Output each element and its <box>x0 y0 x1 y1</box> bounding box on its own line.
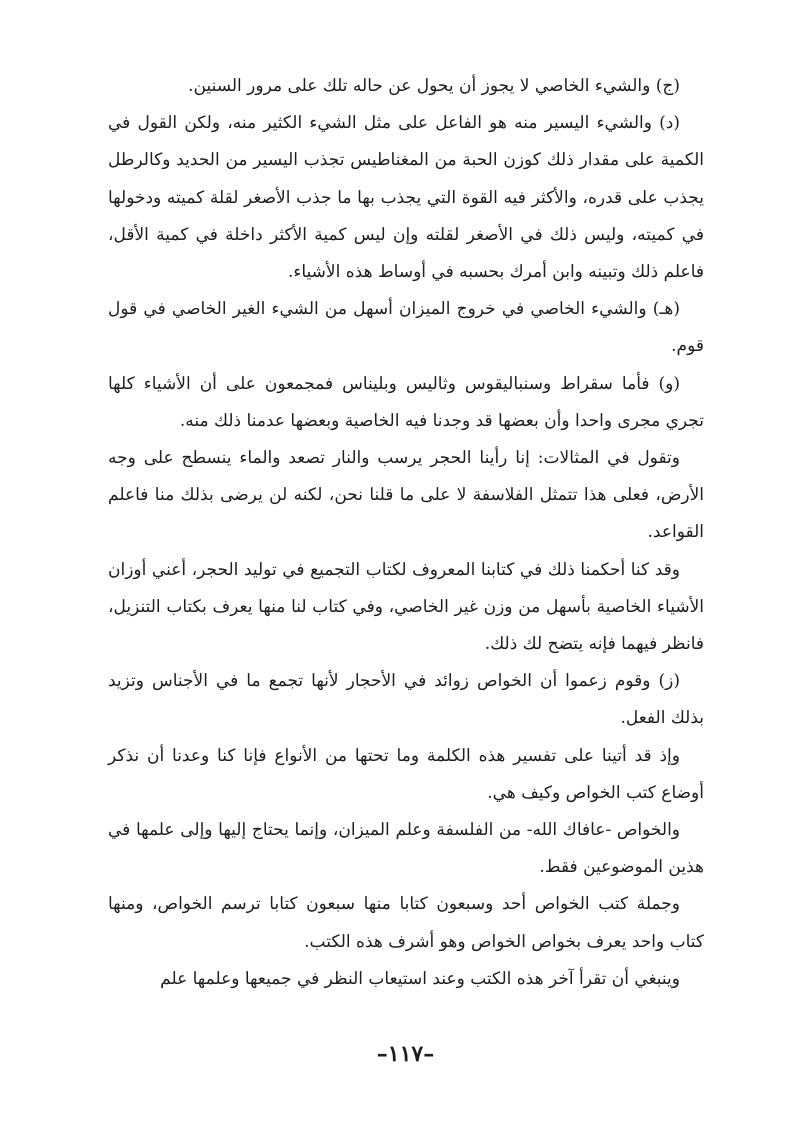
paragraph-zay: (ز) وقوم زعموا أن الخواص زوائد في الأحجار لأنها تجمع ما في الأجناس وتزيد بذلك الفعل. <box>108 671 704 729</box>
paragraph-properties: والخواص -عافاك الله- من الفلسفة وعلم الميزان، وإنما يحتاج إليها وإلى علمها في هذين الموضوعين فقط. <box>108 820 704 878</box>
paragraph-examples: وتقول في المثالات: إنا رأينا الحجر يرسب والنار تصعد والماء ينسطح على وجه الأرض، فعلى هذا تتمثل الفلاسفة لا على ما قلنا نحن، لكنه لن يرضى بذلك منا فاعلم القواعد. <box>108 448 704 543</box>
paragraph-reading-order: وينبغي أن تقرأ آخر هذه الكتب وعند استيعاب النظر في جميعها وعلمها علم <box>160 968 680 989</box>
page-number: –١١٧– <box>376 1041 435 1067</box>
paragraph-book-count: وجملة كتب الخواص أحد وسبعون كتابا منها سبعون كتابا ترسم الخواص، ومنها كتاب واحد يعرف بخواص الخواص وهو أشرف هذه الكتب. <box>108 894 704 952</box>
paragraph-waw: (و) فأما سقراط وسنباليقوس وثاليس وبليناس فمجمعون على أن الأشياء كلها تجري مجرى واحدا وأن بعضها قد وجدنا فيه الخاصية وبعضها عدمنا ذلك منه. <box>108 373 704 431</box>
paragraph-ha: (هـ) والشيء الخاصي في خروج الميزان أسهل من الشيء الغير الخاصي في قول قوم. <box>108 299 704 357</box>
paragraph-dal: (د) والشيء اليسير منه هو الفاعل على مثل الشيء الكثير منه، ولكن القول في الكمية على مقدار ذلك كوزن الحبة من المغناطيس تجذب اليسير من الحديد وكالرطل يجذب على قدره، والأكثر فيه القوة التي يجذب بها ما جذب الأصغر لقلة كميته ودخولها في كميته، وليس ذلك في الأصغر لقلته وإن ليس كمية الأكثر داخلة في كمية الأقل، فاعلم ذلك وتبينه وابن أمرك بحسبه في أوساط هذه الأشياء. <box>108 113 704 283</box>
paragraph-book-types: وإذ قد أتينا على تفسير هذه الكلمة وما تحتها من الأنواع فإنا كنا وعدنا أن نذكر أوضاع كتب الخواص وكيف هي. <box>108 745 704 803</box>
paragraph-jim: (ج) والشيء الخاصي لا يجوز أن يحول عن حاله تلك على مرور السنين. <box>188 76 680 96</box>
page-body-text <box>108 68 704 998</box>
paragraph-tajmi-book: وقد كنا أحكمنا ذلك في كتابنا المعروف لكتاب التجميع في توليد الحجر، أعني أوزان الأشياء الخاصية بأسهل من وزن غير الخاصي، وفي كتاب لنا منها يعرف بكتاب التنزيل، فانظر فيهما فإنه يتضح لك ذلك. <box>108 559 704 655</box>
